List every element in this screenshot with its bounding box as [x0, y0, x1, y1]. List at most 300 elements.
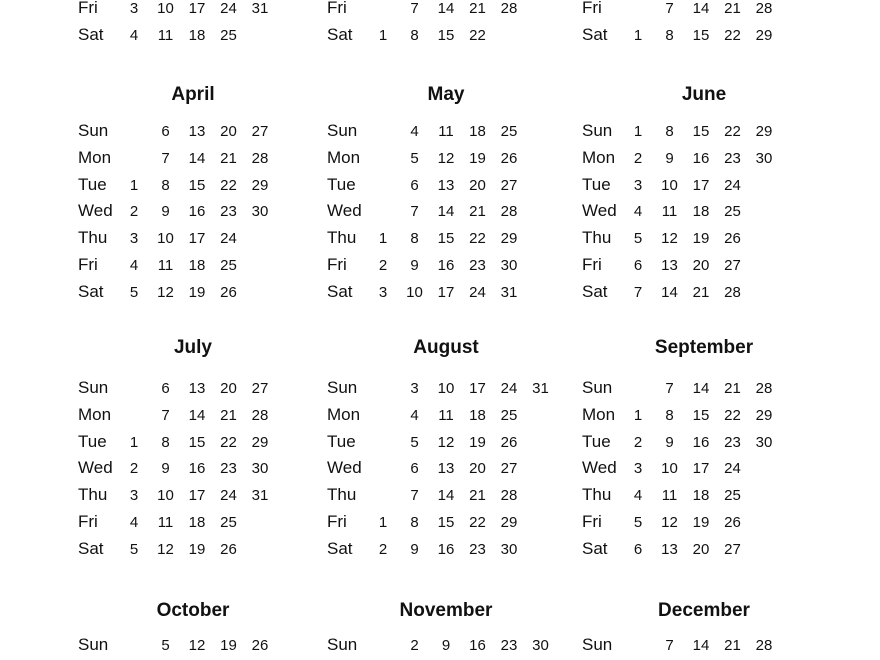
- weekday-label: Fri: [582, 512, 602, 531]
- date-cell: 3: [129, 230, 139, 248]
- week-row: [582, 175, 842, 199]
- week-row: [582, 539, 842, 563]
- week-row: [327, 405, 587, 429]
- date-cell: 21: [724, 380, 741, 397]
- week-row: [582, 0, 842, 22]
- date-cell: 5: [129, 540, 139, 558]
- weekday-label: Sat: [582, 281, 608, 301]
- date-cell: 5: [633, 230, 643, 248]
- weekday-label: Sat: [78, 281, 104, 301]
- date-cell: 18: [469, 123, 486, 140]
- weekday-label: Sun: [327, 635, 358, 654]
- date-cell: 7: [665, 0, 674, 17]
- date-cell: 18: [188, 26, 206, 44]
- date-cell: 12: [157, 283, 174, 301]
- week-row: [78, 378, 338, 402]
- date-cell: 23: [724, 433, 741, 451]
- date-cell: 23: [220, 460, 237, 478]
- week-row: [582, 121, 842, 145]
- date-cell: 6: [633, 540, 643, 558]
- date-cell: 15: [692, 26, 710, 44]
- month-title: July: [173, 337, 213, 358]
- date-cell: 2: [633, 433, 643, 451]
- date-cell: 12: [661, 514, 678, 531]
- date-cell: 11: [438, 406, 454, 424]
- week-row: [78, 121, 338, 145]
- weekday-label: Sun: [582, 635, 613, 654]
- date-cell: 28: [500, 487, 518, 505]
- weekday-label: Fri: [78, 0, 98, 17]
- week-row: [582, 512, 842, 536]
- date-cell: 18: [692, 487, 710, 505]
- date-cell: 16: [188, 203, 206, 221]
- date-cell: 28: [755, 380, 773, 397]
- date-cell: 11: [661, 487, 678, 505]
- date-cell: 7: [161, 406, 170, 424]
- weekday-label: Sat: [327, 24, 353, 44]
- weekday-label: Sat: [327, 538, 353, 558]
- month-title: May: [427, 84, 465, 105]
- date-cell: 24: [724, 176, 741, 194]
- date-cell: 18: [188, 514, 206, 531]
- date-cell: 22: [469, 230, 486, 248]
- date-cell: 5: [129, 283, 139, 301]
- date-cell: 11: [438, 123, 454, 140]
- date-cell: 20: [469, 176, 486, 194]
- weekday-label: Sun: [78, 378, 109, 397]
- week-row: [78, 148, 338, 172]
- date-cell: 17: [188, 0, 206, 17]
- date-cell: 28: [500, 203, 518, 221]
- week-row: [582, 255, 842, 279]
- week-row: [78, 485, 338, 509]
- weekday-label: Sun: [582, 121, 613, 140]
- date-cell: 23: [469, 540, 486, 558]
- date-cell: 5: [410, 433, 419, 451]
- date-cell: 5: [410, 149, 419, 167]
- date-cell: 2: [410, 637, 419, 654]
- week-row: [327, 432, 587, 456]
- date-cell: 17: [692, 460, 710, 478]
- date-cell: 16: [469, 637, 486, 654]
- week-row: [582, 148, 842, 172]
- date-cell: 20: [692, 540, 710, 558]
- month-title: December: [658, 600, 750, 621]
- date-cell: 19: [220, 637, 237, 654]
- date-cell: 22: [220, 433, 237, 451]
- weekday-label: Wed: [327, 201, 362, 221]
- date-cell: 13: [437, 176, 455, 194]
- date-cell: 30: [500, 540, 518, 558]
- date-cell: 23: [469, 257, 486, 274]
- date-cell: 25: [220, 26, 237, 44]
- date-cell: 14: [188, 149, 206, 167]
- date-cell: 15: [437, 26, 455, 44]
- date-cell: 19: [469, 149, 486, 167]
- weekday-label: Wed: [582, 458, 617, 478]
- date-cell: 2: [129, 203, 139, 221]
- weekday-label: Sat: [327, 281, 353, 301]
- weekday-label: Fri: [327, 512, 347, 531]
- week-row: [582, 228, 842, 252]
- weekday-label: Fri: [582, 255, 602, 274]
- date-cell: 6: [633, 257, 643, 274]
- date-cell: 3: [633, 460, 643, 478]
- weekday-label: Fri: [78, 255, 98, 274]
- week-row: [582, 201, 842, 225]
- date-cell: 22: [469, 514, 486, 531]
- date-cell: 13: [437, 460, 455, 478]
- date-cell: 3: [129, 487, 139, 505]
- date-cell: 15: [188, 176, 206, 194]
- date-cell: 29: [755, 406, 773, 424]
- week-row: [327, 282, 587, 306]
- date-cell: 4: [410, 406, 419, 424]
- date-cell: 2: [129, 460, 139, 478]
- date-cell: 9: [161, 460, 170, 478]
- date-cell: 28: [251, 149, 269, 167]
- date-cell: 26: [500, 433, 518, 451]
- date-cell: 23: [220, 203, 237, 221]
- week-row: [327, 121, 587, 145]
- date-cell: 15: [437, 230, 455, 248]
- week-row: [78, 175, 338, 199]
- date-cell: 6: [410, 460, 419, 478]
- date-cell: 20: [220, 123, 237, 140]
- date-cell: 31: [251, 487, 269, 505]
- date-cell: 6: [161, 123, 170, 140]
- date-cell: 13: [188, 123, 206, 140]
- date-cell: 21: [469, 0, 486, 17]
- date-cell: 13: [661, 257, 678, 274]
- month-title: September: [654, 337, 754, 358]
- week-row: [78, 282, 338, 306]
- date-cell: 11: [157, 257, 174, 274]
- date-cell: 26: [220, 540, 237, 558]
- date-cell: 14: [692, 380, 710, 397]
- week-row: [327, 201, 587, 225]
- date-cell: 8: [410, 230, 419, 248]
- date-cell: 21: [724, 637, 741, 654]
- date-cell: 30: [251, 460, 269, 478]
- date-cell: 22: [220, 176, 237, 194]
- date-cell: 22: [724, 26, 741, 44]
- date-cell: 18: [188, 257, 206, 274]
- date-cell: 26: [220, 283, 237, 301]
- date-cell: 11: [157, 26, 174, 44]
- week-row: [582, 378, 842, 402]
- weekday-label: Sun: [327, 378, 358, 397]
- week-row: [327, 539, 587, 563]
- weekday-label: Sat: [582, 24, 608, 44]
- date-cell: 17: [437, 283, 455, 301]
- weekday-label: Thu: [327, 485, 357, 505]
- weekday-label: Thu: [582, 485, 612, 505]
- week-row: [582, 432, 842, 456]
- weekday-label: Sat: [78, 538, 104, 558]
- date-cell: 22: [469, 26, 486, 44]
- date-cell: 4: [633, 203, 643, 221]
- date-cell: 12: [661, 230, 678, 248]
- date-cell: 29: [500, 230, 518, 248]
- date-cell: 25: [724, 487, 741, 505]
- date-cell: 8: [410, 514, 419, 531]
- weekday-label: Mon: [327, 147, 361, 167]
- weekday-label: Tue: [327, 174, 356, 194]
- date-cell: 27: [500, 460, 518, 478]
- date-cell: 1: [129, 433, 139, 451]
- weekday-label: Thu: [582, 228, 612, 248]
- date-cell: 27: [500, 176, 518, 194]
- week-row: [78, 0, 338, 22]
- date-cell: 20: [692, 257, 710, 274]
- date-cell: 29: [755, 26, 773, 44]
- week-row: [327, 255, 587, 279]
- weekday-label: Thu: [78, 485, 108, 505]
- date-cell: 11: [661, 203, 678, 221]
- week-row: [78, 25, 338, 49]
- date-cell: 3: [633, 176, 643, 194]
- date-cell: 25: [724, 203, 741, 221]
- date-cell: 30: [532, 637, 549, 654]
- week-row: [582, 458, 842, 482]
- date-cell: 21: [724, 0, 741, 17]
- date-cell: 16: [437, 540, 455, 558]
- date-cell: 2: [378, 540, 388, 558]
- date-cell: 12: [437, 433, 455, 451]
- date-cell: 10: [157, 487, 174, 505]
- date-cell: 12: [437, 149, 455, 167]
- date-cell: 1: [633, 26, 643, 44]
- date-cell: 16: [692, 433, 710, 451]
- month-title: June: [681, 84, 727, 105]
- date-cell: 12: [157, 540, 174, 558]
- weekday-label: Wed: [582, 201, 617, 221]
- date-cell: 31: [532, 380, 549, 397]
- date-cell: 30: [251, 203, 269, 221]
- date-cell: 6: [410, 176, 419, 194]
- week-row: [582, 25, 842, 49]
- week-row: [582, 635, 842, 659]
- date-cell: 19: [469, 433, 486, 451]
- week-row: [327, 485, 587, 509]
- week-row: [327, 175, 587, 199]
- month-title: August: [413, 337, 479, 358]
- date-cell: 1: [378, 514, 388, 531]
- weekday-label: Fri: [582, 0, 602, 17]
- date-cell: 4: [129, 26, 139, 44]
- date-cell: 23: [500, 637, 518, 654]
- week-row: [78, 255, 338, 279]
- date-cell: 8: [665, 123, 674, 140]
- date-cell: 24: [220, 487, 237, 505]
- weekday-label: Mon: [582, 404, 616, 424]
- date-cell: 14: [437, 0, 455, 17]
- week-row: [327, 635, 587, 659]
- weekday-label: Sun: [78, 635, 109, 654]
- month-title: October: [156, 600, 230, 621]
- week-row: [78, 201, 338, 225]
- date-cell: 28: [755, 0, 773, 17]
- date-cell: 14: [188, 406, 206, 424]
- date-cell: 1: [378, 26, 388, 44]
- date-cell: 4: [410, 123, 419, 140]
- date-cell: 15: [692, 406, 710, 424]
- date-cell: 21: [692, 283, 710, 301]
- date-cell: 28: [500, 0, 518, 17]
- date-cell: 2: [633, 149, 643, 167]
- week-row: [327, 458, 587, 482]
- weekday-label: Mon: [78, 147, 112, 167]
- date-cell: 31: [500, 283, 518, 301]
- date-cell: 7: [665, 637, 674, 654]
- week-row: [327, 148, 587, 172]
- date-cell: 18: [469, 406, 486, 424]
- date-cell: 14: [437, 203, 455, 221]
- date-cell: 25: [220, 514, 237, 531]
- date-cell: 24: [500, 380, 518, 397]
- weekday-label: Sun: [78, 121, 109, 140]
- date-cell: 10: [437, 380, 455, 397]
- date-cell: 7: [633, 283, 643, 301]
- month-title: November: [399, 600, 493, 621]
- date-cell: 7: [161, 149, 170, 167]
- date-cell: 17: [188, 230, 206, 248]
- date-cell: 19: [692, 514, 710, 531]
- date-cell: 5: [633, 514, 643, 531]
- date-cell: 7: [665, 380, 674, 397]
- weekday-label: Wed: [78, 201, 113, 221]
- date-cell: 3: [129, 0, 139, 17]
- date-cell: 4: [129, 514, 139, 531]
- date-cell: 16: [188, 460, 206, 478]
- weekday-label: Fri: [78, 512, 98, 531]
- date-cell: 30: [755, 149, 773, 167]
- date-cell: 14: [437, 487, 455, 505]
- date-cell: 14: [692, 637, 710, 654]
- date-cell: 19: [188, 283, 206, 301]
- date-cell: 4: [129, 257, 139, 274]
- weekday-label: Wed: [327, 458, 362, 478]
- date-cell: 26: [251, 637, 269, 654]
- weekday-label: Thu: [327, 228, 357, 248]
- date-cell: 9: [410, 540, 419, 558]
- weekday-label: Tue: [327, 431, 356, 451]
- date-cell: 16: [437, 257, 455, 274]
- weekday-label: Sat: [78, 24, 104, 44]
- date-cell: 24: [220, 230, 237, 248]
- date-cell: 6: [161, 380, 170, 397]
- weekday-label: Tue: [78, 174, 107, 194]
- date-cell: 27: [724, 257, 741, 274]
- date-cell: 28: [251, 406, 269, 424]
- weekday-label: Tue: [582, 431, 611, 451]
- week-row: [78, 635, 338, 659]
- date-cell: 4: [633, 487, 643, 505]
- date-cell: 10: [661, 176, 678, 194]
- date-cell: 21: [469, 487, 486, 505]
- week-row: [327, 0, 587, 22]
- date-cell: 10: [661, 460, 678, 478]
- date-cell: 8: [161, 433, 170, 451]
- weekday-label: Mon: [327, 404, 361, 424]
- date-cell: 14: [692, 0, 710, 17]
- date-cell: 10: [157, 0, 174, 17]
- date-cell: 19: [692, 230, 710, 248]
- date-cell: 20: [220, 380, 237, 397]
- date-cell: 27: [724, 540, 741, 558]
- date-cell: 8: [665, 406, 674, 424]
- date-cell: 8: [665, 26, 674, 44]
- date-cell: 3: [410, 380, 419, 397]
- weekday-label: Fri: [327, 0, 347, 17]
- date-cell: 10: [406, 283, 423, 301]
- weekday-label: Mon: [78, 404, 112, 424]
- week-row: [327, 228, 587, 252]
- week-row: [78, 405, 338, 429]
- date-cell: 30: [500, 257, 518, 274]
- date-cell: 3: [378, 283, 388, 301]
- week-row: [327, 378, 587, 402]
- week-row: [78, 512, 338, 536]
- date-cell: 24: [469, 283, 486, 301]
- date-cell: 2: [378, 257, 388, 274]
- weekday-label: Sun: [327, 121, 358, 140]
- date-cell: 26: [724, 230, 741, 248]
- date-cell: 25: [220, 257, 237, 274]
- date-cell: 22: [724, 123, 741, 140]
- date-cell: 21: [469, 203, 486, 221]
- date-cell: 24: [724, 460, 741, 478]
- date-cell: 7: [410, 487, 419, 505]
- week-row: [78, 458, 338, 482]
- weekday-label: Sat: [582, 538, 608, 558]
- month-title: April: [171, 84, 215, 105]
- date-cell: 1: [129, 176, 139, 194]
- date-cell: 9: [161, 203, 170, 221]
- weekday-label: Sun: [582, 378, 613, 397]
- date-cell: 9: [410, 257, 419, 274]
- date-cell: 10: [157, 230, 174, 248]
- week-row: [78, 228, 338, 252]
- weekday-label: Mon: [582, 147, 616, 167]
- date-cell: 21: [220, 149, 237, 167]
- date-cell: 28: [755, 637, 773, 654]
- date-cell: 28: [724, 283, 741, 301]
- week-row: [582, 485, 842, 509]
- date-cell: 9: [665, 149, 674, 167]
- date-cell: 16: [692, 149, 710, 167]
- date-cell: 26: [500, 149, 518, 167]
- weekday-label: Thu: [78, 228, 108, 248]
- week-row: [582, 282, 842, 306]
- date-cell: 26: [724, 514, 741, 531]
- date-cell: 22: [724, 406, 741, 424]
- date-cell: 17: [188, 487, 206, 505]
- date-cell: 1: [633, 123, 643, 140]
- date-cell: 7: [410, 203, 419, 221]
- date-cell: 11: [157, 514, 174, 531]
- date-cell: 9: [441, 637, 451, 654]
- date-cell: 8: [410, 26, 419, 44]
- weekday-label: Tue: [582, 174, 611, 194]
- date-cell: 23: [724, 149, 741, 167]
- date-cell: 15: [692, 123, 710, 140]
- date-cell: 31: [251, 0, 269, 17]
- date-cell: 29: [251, 176, 269, 194]
- date-cell: 14: [661, 283, 678, 301]
- date-cell: 13: [661, 540, 678, 558]
